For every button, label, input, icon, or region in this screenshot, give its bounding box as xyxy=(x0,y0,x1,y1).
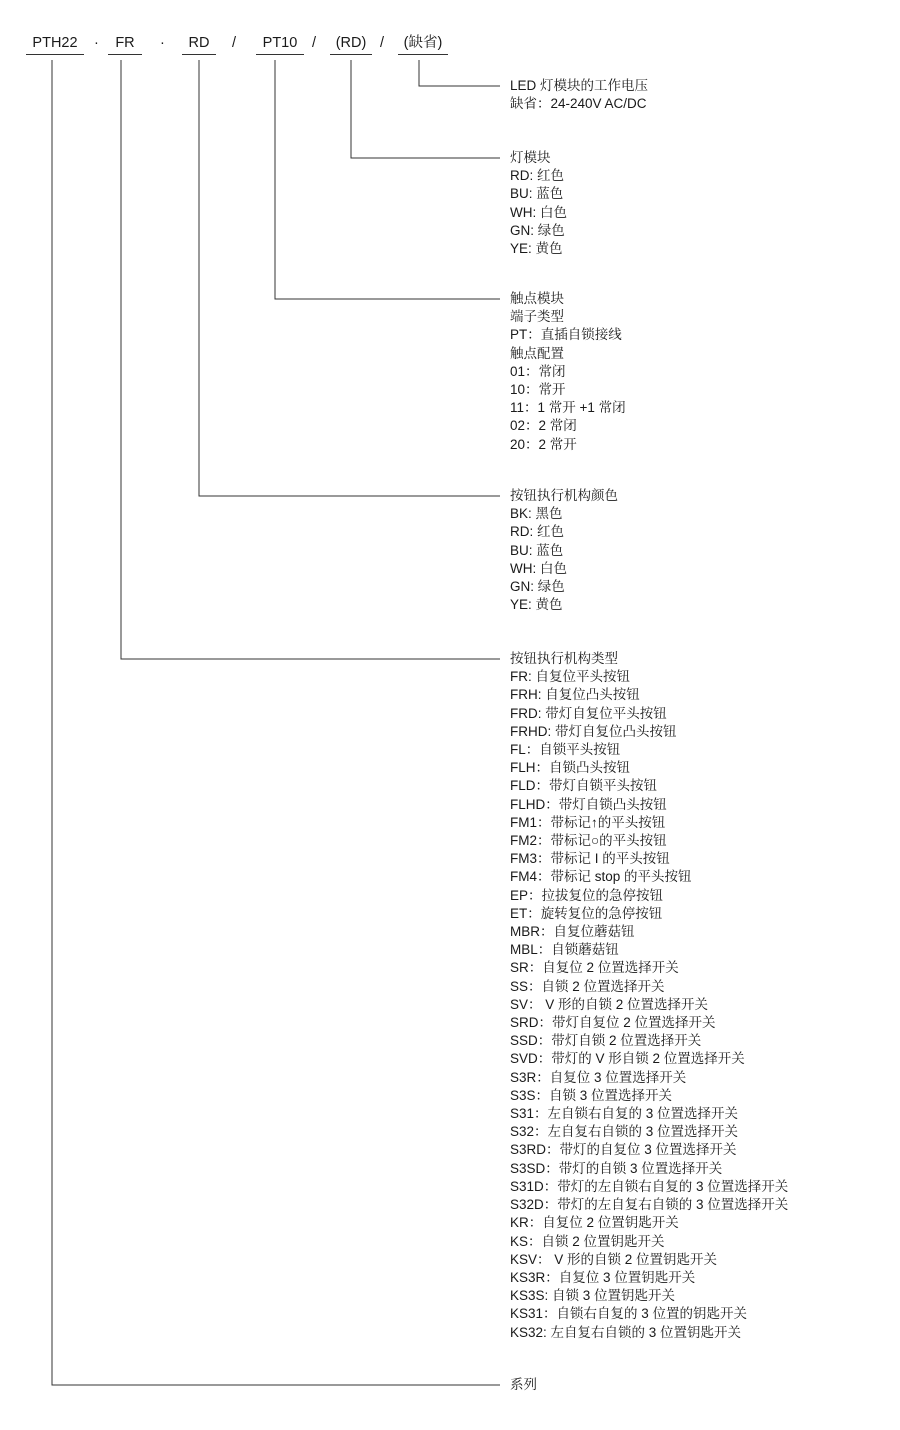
callout-line: BU: 蓝色 xyxy=(510,186,564,202)
callout-line: KS3R：自复位 3 位置钥匙开关 xyxy=(510,1269,696,1285)
callout-line: BK: 黑色 xyxy=(510,506,563,522)
callout-line: 02：2 常闭 xyxy=(510,418,577,434)
callout-line: 10：常开 xyxy=(510,382,566,398)
callout-title: 触点模块 xyxy=(510,291,564,306)
callout-actuator-color xyxy=(510,487,618,614)
callout-line: KSV： V 形的自锁 2 位置钥匙开关 xyxy=(510,1251,718,1267)
callout-line: FRH: 自复位凸头按钮 xyxy=(510,687,640,703)
callout-line: FM1：带标记↑的平头按钮 xyxy=(510,814,666,830)
code-segment: PT10 xyxy=(256,34,304,55)
callout-line: FRHD: 带灯自复位凸头按钮 xyxy=(510,723,677,739)
callout-line: RD: 红色 xyxy=(510,524,564,540)
code-segment: PTH22 xyxy=(26,34,84,55)
callout-line: 触点配置 xyxy=(510,345,564,361)
code-separator: · xyxy=(94,35,99,51)
callout-line: FL：自锁平头按钮 xyxy=(510,742,621,758)
callout-line: S32D：带灯的左自复右自锁的 3 位置选择开关 xyxy=(510,1197,789,1213)
callout-line: 端子类型 xyxy=(510,309,564,325)
callout-line: EP：拉拔复位的急停按钮 xyxy=(510,887,664,903)
leader-line-actuator-color xyxy=(199,60,500,496)
type-code-row xyxy=(0,34,900,60)
callout-line: FM3：带标记 I 的平头按钮 xyxy=(510,851,670,867)
code-segment: RD xyxy=(182,34,216,55)
callout-line: GN: 绿色 xyxy=(510,222,565,238)
callout-line: S31D：带灯的左自锁右自复的 3 位置选择开关 xyxy=(510,1178,789,1194)
callout-line: SSD：带灯自锁 2 位置选择开关 xyxy=(510,1033,702,1049)
callout-led-voltage xyxy=(510,77,648,113)
callout-line: WH: 白色 xyxy=(510,560,567,576)
callout-line: KR：自复位 2 位置钥匙开关 xyxy=(510,1215,679,1231)
callout-line: S3R：自复位 3 位置选择开关 xyxy=(510,1069,687,1085)
code-separator: · xyxy=(160,35,165,51)
callout-line: MBL：自锁蘑菇钮 xyxy=(510,942,619,958)
callout-line: FRD: 带灯自复位平头按钮 xyxy=(510,705,667,721)
leader-line-series xyxy=(52,60,500,1385)
callout-line: GN: 绿色 xyxy=(510,579,565,595)
callout-line: SR：自复位 2 位置选择开关 xyxy=(510,960,679,976)
callout-line: KS：自锁 2 位置钥匙开关 xyxy=(510,1233,665,1249)
callout-title: 系列 xyxy=(510,1377,537,1392)
callout-line: FLH：自锁凸头按钮 xyxy=(510,760,631,776)
code-segment: (RD) xyxy=(330,34,372,55)
callout-line: 20：2 常开 xyxy=(510,436,577,452)
callout-title: 按钮执行机构颜色 xyxy=(510,488,618,503)
callout-line: 11：1 常开 +1 常闭 xyxy=(510,400,626,416)
callout-line: RD: 红色 xyxy=(510,168,564,184)
callout-line: YE: 黄色 xyxy=(510,241,563,257)
callout-line: PT：直插自锁接线 xyxy=(510,327,622,343)
callout-line: FLD：带灯自锁平头按钮 xyxy=(510,778,658,794)
callout-line: KS32: 左自复右自锁的 3 位置钥匙开关 xyxy=(510,1324,742,1340)
callout-line: S3S：自锁 3 位置选择开关 xyxy=(510,1087,673,1103)
callout-line: BU: 蓝色 xyxy=(510,542,564,558)
callout-actuator-type xyxy=(510,650,788,1342)
callout-line: KS31：自锁右自复的 3 位置的钥匙开关 xyxy=(510,1306,748,1322)
callout-line: 01：常闭 xyxy=(510,363,566,379)
leader-line-lamp-module xyxy=(351,60,500,158)
code-separator: / xyxy=(380,35,385,51)
callout-line: 缺省：24-240V AC/DC xyxy=(510,96,647,112)
callout-contact-module xyxy=(510,290,626,454)
callout-line: FM2：带标记○的平头按钮 xyxy=(510,833,667,849)
callout-line: WH: 白色 xyxy=(510,204,567,220)
callout-line: FLHD：带灯自锁凸头按钮 xyxy=(510,796,667,812)
callout-lamp-module xyxy=(510,149,567,258)
callout-line: SRD：带灯自复位 2 位置选择开关 xyxy=(510,1015,716,1031)
callout-line: SVD：带灯的 V 形自锁 2 位置选择开关 xyxy=(510,1051,745,1067)
callout-line: SS：自锁 2 位置选择开关 xyxy=(510,978,665,994)
callout-line: S3RD：带灯的自复位 3 位置选择开关 xyxy=(510,1142,737,1158)
callout-line: S3SD：带灯的自锁 3 位置选择开关 xyxy=(510,1160,723,1176)
callout-line: YE: 黄色 xyxy=(510,597,563,613)
leader-line-actuator-type xyxy=(121,60,500,659)
callout-line: FM4：带标记 stop 的平头按钮 xyxy=(510,869,692,885)
callout-title: 灯模块 xyxy=(510,150,551,165)
callout-title: LED 灯模块的工作电压 xyxy=(510,78,649,93)
code-separator: / xyxy=(232,35,237,51)
callout-series xyxy=(510,1376,537,1394)
callout-line: KS3S: 自锁 3 位置钥匙开关 xyxy=(510,1288,676,1304)
code-segment: (缺省) xyxy=(398,34,448,55)
callout-line: MBR：自复位蘑菇钮 xyxy=(510,924,635,940)
code-segment: FR xyxy=(108,34,142,55)
callout-line: S31：左自锁右自复的 3 位置选择开关 xyxy=(510,1106,739,1122)
code-separator: / xyxy=(312,35,317,51)
callout-line: ET：旋转复位的急停按钮 xyxy=(510,905,663,921)
callout-title: 按钮执行机构类型 xyxy=(510,651,618,666)
callout-line: S32：左自复右自锁的 3 位置选择开关 xyxy=(510,1124,739,1140)
callout-line: FR: 自复位平头按钮 xyxy=(510,669,630,685)
leader-line-contact-module xyxy=(275,60,500,299)
leader-line-led-voltage xyxy=(419,60,500,86)
callout-line: SV： V 形的自锁 2 位置选择开关 xyxy=(510,996,709,1012)
